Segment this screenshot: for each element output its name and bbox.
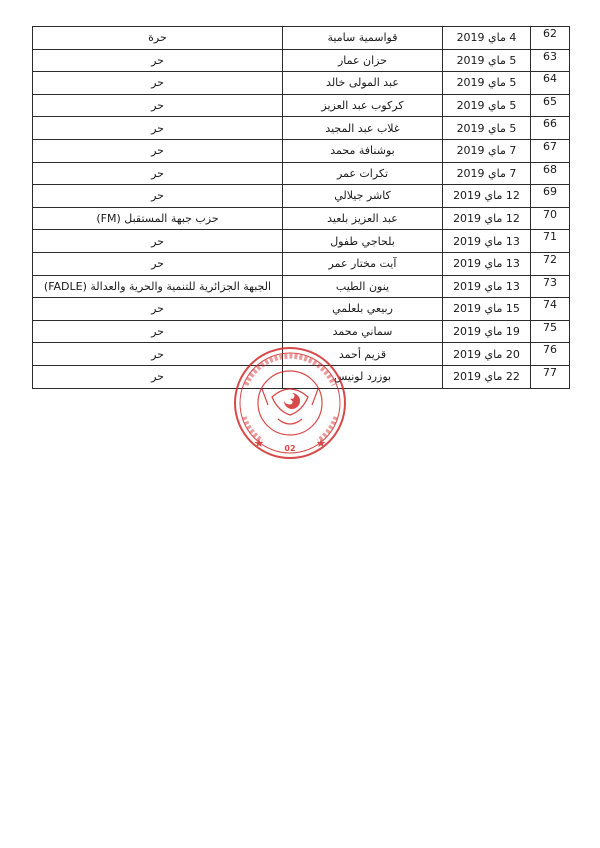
candidates-table-body <box>33 27 570 389</box>
party-text: حر <box>151 121 164 135</box>
party-cell <box>33 185 283 208</box>
number-cell <box>531 230 570 253</box>
date-cell <box>443 72 531 95</box>
party-text: حر <box>151 99 164 113</box>
name-text: ينون الطيب <box>335 279 390 293</box>
table-row <box>33 139 570 162</box>
name-text: كاشر جيلالي <box>334 189 391 203</box>
name-text: بوزرد لونيس <box>333 370 392 384</box>
name-cell <box>283 27 443 50</box>
name-cell <box>283 139 443 162</box>
party-cell <box>33 343 283 366</box>
date-text: 5 ماي 2019 <box>456 76 517 90</box>
table-row <box>33 343 570 366</box>
number-cell <box>531 139 570 162</box>
date-text: 5 ماي 2019 <box>456 99 517 113</box>
name-cell <box>283 185 443 208</box>
name-text: كركوب عبد العزيز <box>321 99 404 113</box>
name-cell <box>283 162 443 185</box>
stamp-number: 02 <box>284 444 296 453</box>
date-text: 5 ماي 2019 <box>456 121 517 135</box>
name-cell <box>283 207 443 230</box>
date-cell <box>443 185 531 208</box>
date-text: 12 ماي 2019 <box>453 212 520 226</box>
party-text: حر <box>151 347 164 361</box>
date-cell <box>443 139 531 162</box>
table-row <box>33 27 570 50</box>
party-cell <box>33 162 283 185</box>
number-text: 76 <box>543 343 557 357</box>
party-cell <box>33 252 283 275</box>
name-text: آيت مختار عمر <box>328 257 397 271</box>
number-text: 73 <box>543 275 557 289</box>
date-cell <box>443 117 531 140</box>
number-cell <box>531 298 570 321</box>
party-text: حر <box>151 234 164 248</box>
table-row <box>33 365 570 388</box>
date-text: 7 ماي 2019 <box>456 166 517 180</box>
name-text: بوشنافة محمد <box>330 144 395 158</box>
table-row <box>33 230 570 253</box>
name-text: عبد المولى خالد <box>326 76 399 90</box>
party-cell <box>33 117 283 140</box>
number-cell <box>531 252 570 275</box>
party-cell <box>33 94 283 117</box>
number-text: 68 <box>543 162 557 176</box>
number-cell <box>531 320 570 343</box>
number-text: 74 <box>543 298 557 312</box>
date-cell <box>443 320 531 343</box>
name-text: غلاب عبد المجيد <box>325 121 400 135</box>
number-cell <box>531 94 570 117</box>
party-cell <box>33 72 283 95</box>
party-text: حر <box>151 370 164 384</box>
party-cell <box>33 49 283 72</box>
name-cell <box>283 49 443 72</box>
party-text: حر <box>151 302 164 316</box>
party-text: حر <box>151 76 164 90</box>
number-cell <box>531 49 570 72</box>
date-cell <box>443 298 531 321</box>
number-text: 69 <box>543 185 557 199</box>
party-cell <box>33 275 283 298</box>
party-text: حر <box>151 166 164 180</box>
name-text: عبد العزيز بلعيد <box>327 212 398 226</box>
number-cell <box>531 117 570 140</box>
date-cell <box>443 230 531 253</box>
number-text: 75 <box>543 320 557 334</box>
date-text: 19 ماي 2019 <box>453 325 520 339</box>
table-row <box>33 49 570 72</box>
number-text: 66 <box>543 117 557 131</box>
number-cell <box>531 27 570 50</box>
number-cell <box>531 207 570 230</box>
table-row <box>33 162 570 185</box>
party-cell <box>33 298 283 321</box>
number-text: 77 <box>543 365 557 379</box>
date-cell <box>443 343 531 366</box>
number-text: 72 <box>543 252 557 266</box>
party-cell <box>33 320 283 343</box>
party-cell <box>33 207 283 230</box>
table-row <box>33 185 570 208</box>
table-row <box>33 207 570 230</box>
name-text: تكرات عمر <box>336 166 389 180</box>
party-text: الجبهة الجزائرية للتنمية والحرية والعدالة (FADLE) <box>43 279 272 293</box>
date-cell <box>443 275 531 298</box>
name-text: سماني محمد <box>332 325 393 339</box>
number-cell <box>531 365 570 388</box>
name-text: قواسمية سامية <box>327 31 398 45</box>
table-row <box>33 298 570 321</box>
number-text: 67 <box>543 139 557 153</box>
name-cell <box>283 365 443 388</box>
name-cell <box>283 72 443 95</box>
date-cell <box>443 207 531 230</box>
date-text: 4 ماي 2019 <box>456 31 517 45</box>
date-text: 13 ماي 2019 <box>453 257 520 271</box>
candidates-table <box>32 26 570 389</box>
name-text: بلحاجي طفول <box>330 234 395 248</box>
date-text: 13 ماي 2019 <box>453 234 520 248</box>
name-cell <box>283 117 443 140</box>
name-cell <box>283 230 443 253</box>
number-cell <box>531 275 570 298</box>
party-text: حر <box>151 257 164 271</box>
number-text: 64 <box>543 72 557 86</box>
party-text: حرة <box>148 31 167 45</box>
name-text: قزيم أحمد <box>338 347 387 361</box>
party-cell <box>33 139 283 162</box>
table-row <box>33 275 570 298</box>
name-cell <box>283 275 443 298</box>
number-cell <box>531 185 570 208</box>
date-text: 13 ماي 2019 <box>453 279 520 293</box>
party-text: حر <box>151 325 164 339</box>
date-text: 20 ماي 2019 <box>453 347 520 361</box>
date-cell <box>443 94 531 117</box>
date-text: 12 ماي 2019 <box>453 189 520 203</box>
party-cell <box>33 27 283 50</box>
name-text: حزان عمار <box>337 53 388 67</box>
name-cell <box>283 252 443 275</box>
date-cell <box>443 162 531 185</box>
number-text: 70 <box>543 207 557 221</box>
number-text: 63 <box>543 49 557 63</box>
number-cell <box>531 72 570 95</box>
name-cell <box>283 298 443 321</box>
party-text: حر <box>151 53 164 67</box>
date-cell <box>443 252 531 275</box>
table-row <box>33 252 570 275</box>
name-cell <box>283 343 443 366</box>
table-row <box>33 94 570 117</box>
name-cell <box>283 320 443 343</box>
number-text: 65 <box>543 94 557 108</box>
date-text: 5 ماي 2019 <box>456 53 517 67</box>
party-text: حر <box>151 189 164 203</box>
party-cell <box>33 365 283 388</box>
party-text: حر <box>151 144 164 158</box>
table-row <box>33 72 570 95</box>
number-cell <box>531 343 570 366</box>
number-cell <box>531 162 570 185</box>
party-cell <box>33 230 283 253</box>
table-row <box>33 320 570 343</box>
name-text: ربيعي بلعلمي <box>332 302 393 316</box>
table-row <box>33 117 570 140</box>
date-text: 7 ماي 2019 <box>456 144 517 158</box>
number-text: 62 <box>543 27 557 40</box>
date-cell <box>443 365 531 388</box>
date-text: 15 ماي 2019 <box>453 302 520 316</box>
party-text: حزب جبهة المستقبل (FM) <box>96 212 219 226</box>
date-text: 22 ماي 2019 <box>453 370 520 384</box>
date-cell <box>443 49 531 72</box>
name-cell <box>283 94 443 117</box>
number-text: 71 <box>543 230 557 244</box>
date-cell <box>443 27 531 50</box>
